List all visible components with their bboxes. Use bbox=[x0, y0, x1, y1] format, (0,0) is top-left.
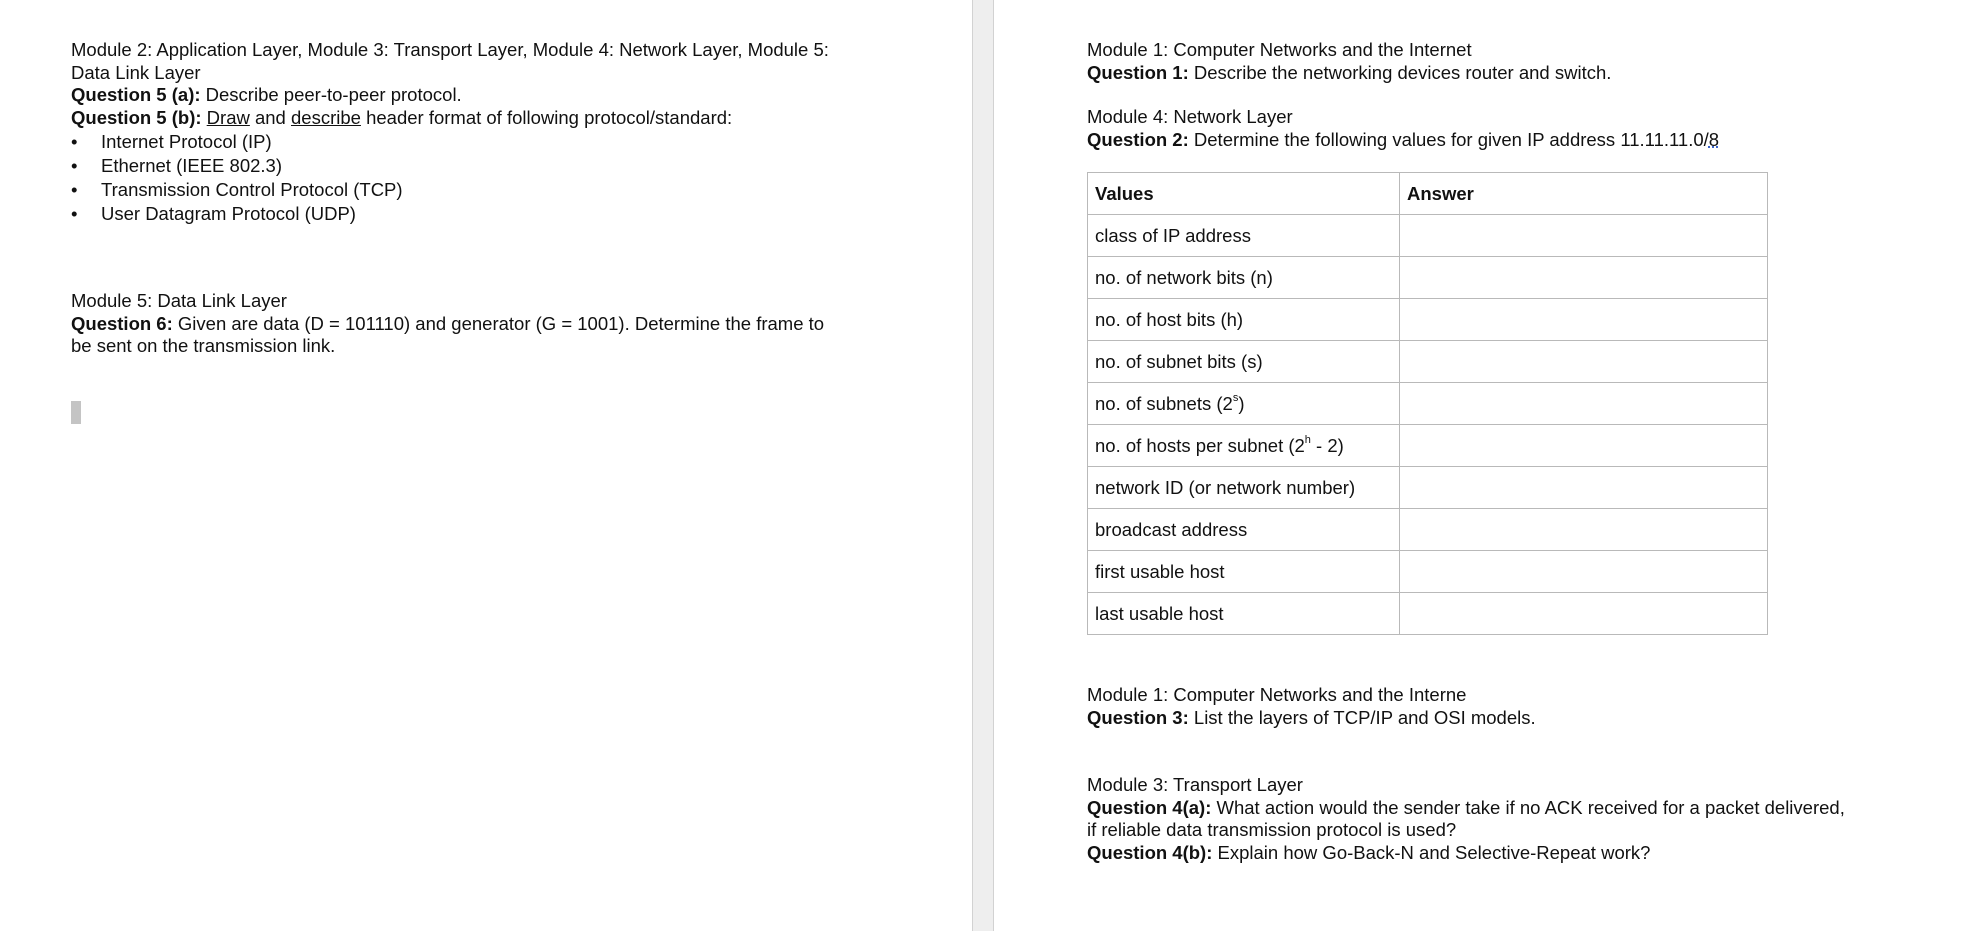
column-header-values: Values bbox=[1088, 173, 1400, 215]
question-label: Question 5 (a): bbox=[71, 84, 201, 105]
module-heading-cont: Data Link Layer bbox=[71, 61, 201, 83]
question-3: Question 3: List the layers of TCP/IP and OSI models. bbox=[1087, 706, 1536, 728]
question-4b: Question 4(b): Explain how Go-Back-N and Selective-Repeat work? bbox=[1087, 841, 1651, 863]
list-item: • Internet Protocol (IP) bbox=[71, 130, 829, 154]
table-row bbox=[1088, 551, 1768, 593]
value-cell: no. of host bits (h) bbox=[1088, 299, 1400, 341]
answer-cell[interactable] bbox=[1400, 509, 1768, 551]
question-label: Question 3: bbox=[1087, 706, 1189, 728]
module-heading: Module 3: Transport Layer bbox=[1087, 774, 1303, 795]
question-6-block bbox=[71, 290, 824, 358]
table-header-row bbox=[1088, 173, 1768, 215]
answer-cell[interactable] bbox=[1400, 467, 1768, 509]
answer-cell[interactable] bbox=[1400, 341, 1768, 383]
value-cell: no. of hosts per subnet (2$^h$ - 2) bbox=[1088, 425, 1400, 467]
answer-cell[interactable] bbox=[1400, 383, 1768, 425]
question-label: Question 1: bbox=[1087, 61, 1189, 83]
question-6: Question 6: Given are data (D = 101110) and generator (G = 1001). Determine the frame to bbox=[71, 312, 825, 334]
value-cell: no. of subnet bits (s) bbox=[1088, 341, 1400, 383]
text-cursor bbox=[71, 401, 81, 424]
page-gutter bbox=[972, 0, 994, 931]
question-label: Question 4(a): bbox=[1087, 796, 1212, 818]
value-cell: broadcast address bbox=[1088, 509, 1400, 551]
column-header-answer: Answer bbox=[1400, 173, 1768, 215]
value-cell: no. of subnets (2$^s$) bbox=[1088, 383, 1400, 425]
question-label: Question 5 (b): bbox=[71, 106, 202, 128]
question-3-block bbox=[1087, 684, 1536, 729]
answer-cell[interactable] bbox=[1400, 257, 1768, 299]
answer-cell[interactable] bbox=[1400, 299, 1768, 341]
question-label: Question 2: bbox=[1087, 128, 1189, 150]
module-heading: Module 1: Computer Networks and the Interne bbox=[1087, 684, 1467, 705]
table-row bbox=[1088, 425, 1768, 467]
value-cell: class of IP address bbox=[1088, 215, 1400, 257]
module-heading: Module 5: Data Link Layer bbox=[71, 290, 287, 311]
answer-cell[interactable] bbox=[1400, 551, 1768, 593]
question-1-block bbox=[1087, 39, 1611, 84]
ip-values-table bbox=[1087, 172, 1768, 635]
answer-cell[interactable] bbox=[1400, 593, 1768, 635]
list-item: • Ethernet (IEEE 802.3) bbox=[71, 154, 829, 178]
question-label: Question 4(b): bbox=[1087, 841, 1213, 863]
list-item: • User Datagram Protocol (UDP) bbox=[71, 202, 829, 226]
module-heading: Module 1: Computer Networks and the Internet bbox=[1087, 39, 1472, 60]
question-4a-cont: if reliable data transmission protocol is used? bbox=[1087, 819, 1457, 840]
table-row bbox=[1088, 299, 1768, 341]
table-row bbox=[1088, 215, 1768, 257]
value-cell: no. of network bits (n) bbox=[1088, 257, 1400, 299]
question-4-block bbox=[1087, 774, 1845, 864]
answer-cell[interactable] bbox=[1400, 425, 1768, 467]
question-6-cont: be sent on the transmission link. bbox=[71, 335, 336, 356]
answer-cell[interactable] bbox=[1400, 215, 1768, 257]
list-item: • Transmission Control Protocol (TCP) bbox=[71, 178, 829, 202]
table-row bbox=[1088, 593, 1768, 635]
protocol-list bbox=[71, 130, 829, 226]
module-heading: Module 2: Application Layer, Module 3: Transport Layer, Module 4: Network Layer, Module 5: bbox=[71, 39, 829, 60]
value-cell: last usable host bbox=[1088, 593, 1400, 635]
question-1: Question 1: Describe the networking devices router and switch. bbox=[1087, 61, 1612, 83]
value-cell: first usable host bbox=[1088, 551, 1400, 593]
question-2-block bbox=[1087, 106, 1719, 151]
module-heading: Module 4: Network Layer bbox=[1087, 106, 1293, 127]
table-row bbox=[1088, 467, 1768, 509]
value-cell: network ID (or network number) bbox=[1088, 467, 1400, 509]
question-label: Question 6: bbox=[71, 312, 173, 334]
table-row bbox=[1088, 257, 1768, 299]
question-5a: Question 5 (a): Describe peer-to-peer protocol. bbox=[71, 84, 462, 105]
question-4a: Question 4(a): What action would the sender take if no ACK received for a packet delivered, bbox=[1087, 796, 1845, 818]
question-2: Question 2: Determine the following values for given IP address 11.11.11.0/8 bbox=[1087, 128, 1720, 150]
question-5b: Question 5 (b): Draw and describe header format of following protocol/standard: bbox=[71, 106, 733, 128]
table-row bbox=[1088, 509, 1768, 551]
table-row bbox=[1088, 341, 1768, 383]
table-row bbox=[1088, 383, 1768, 425]
question-5-block bbox=[71, 39, 829, 226]
